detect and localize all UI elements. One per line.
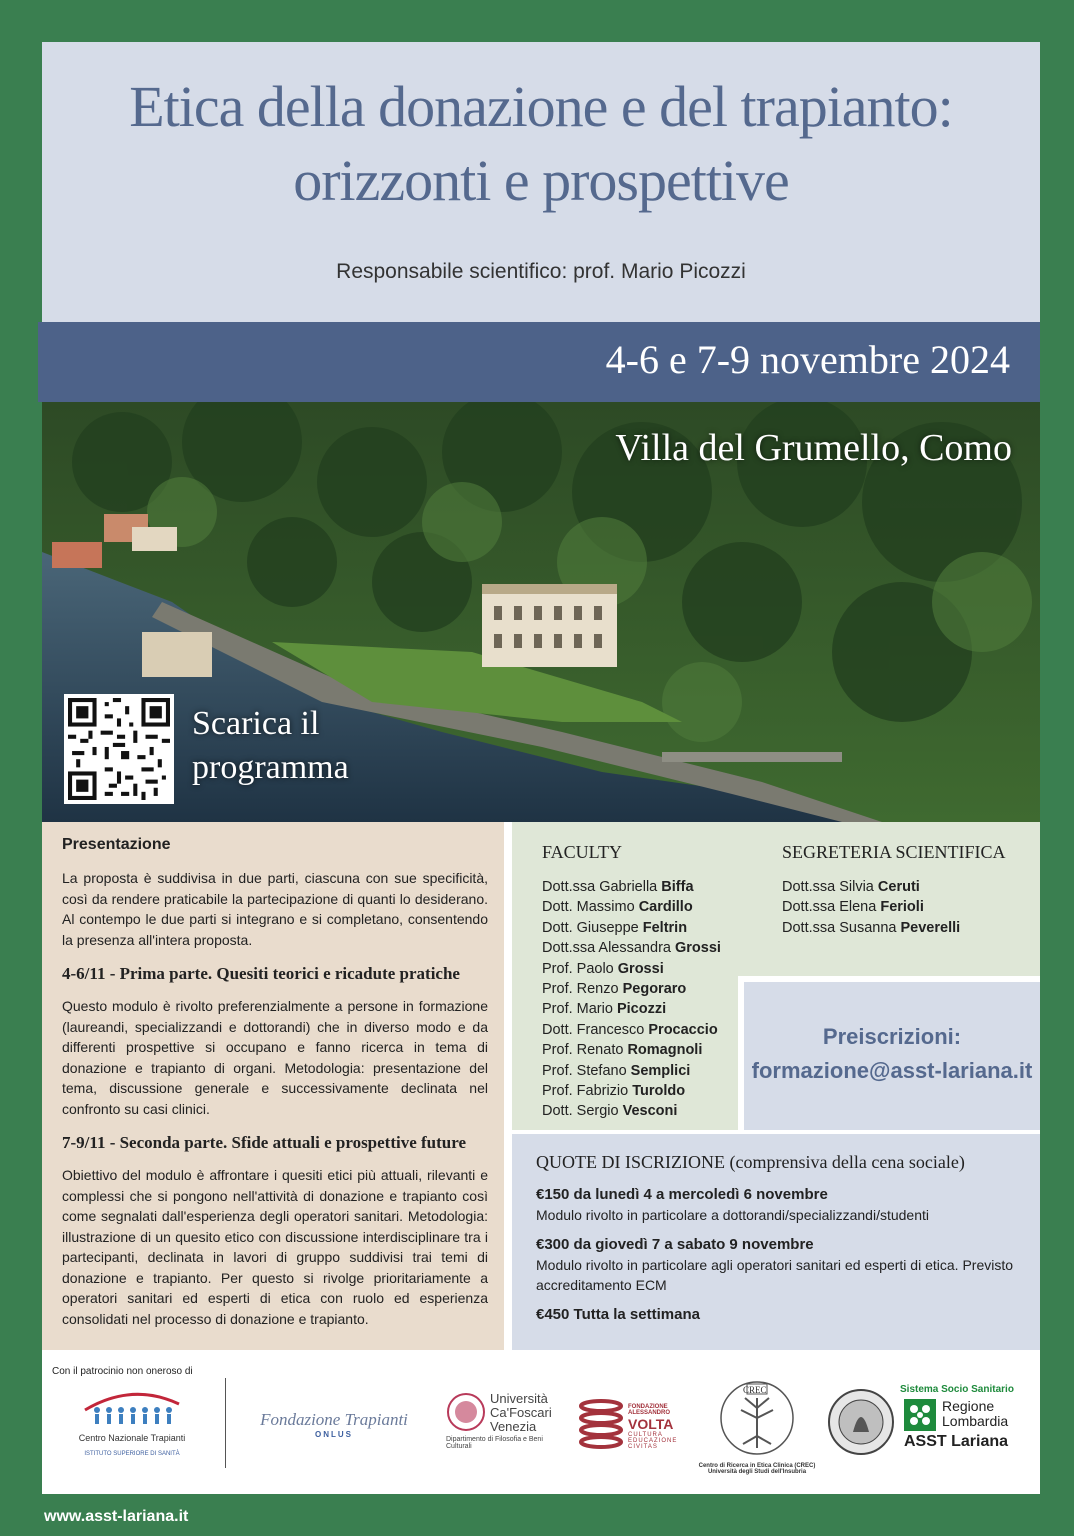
fondazione-sub: ONLUS	[315, 1430, 353, 1439]
faculty-member: Dott. Sergio Vesconi	[542, 1103, 678, 1120]
fondazione-trapianti-logo	[236, 1410, 432, 1439]
download-label-line1: Scarica il	[192, 705, 320, 742]
volta-logo	[578, 1398, 682, 1454]
preiscrizioni-label: Preiscrizioni:	[822, 1024, 962, 1049]
preiscrizioni-email-link[interactable]: formazione@asst-lariana.it	[751, 1058, 1033, 1083]
presentation-section	[42, 822, 504, 1350]
fee-description: Modulo rivolto in particolare agli operatori sanitari ed esperti di etica. Previsto accreditamento ECM	[536, 1257, 1014, 1293]
poster	[42, 42, 1040, 1494]
divider	[225, 1378, 226, 1468]
comune-como-logo	[826, 1388, 896, 1461]
faculty-list	[542, 842, 721, 1122]
unive-line2: Ca'Foscari	[490, 1405, 552, 1420]
faculty-member: Prof. Paolo Grossi	[542, 960, 664, 977]
villa-photo	[42, 402, 1040, 822]
unive-dept: Dipartimento di Filosofia e Beni Culturali	[446, 1436, 543, 1450]
unive-line1: Università	[490, 1391, 548, 1406]
faculty-member: Prof. Renzo Pegoraro	[542, 981, 687, 998]
download-program-label[interactable]	[192, 702, 349, 790]
comune-seal-icon	[827, 1388, 895, 1456]
faculty-member: Prof. Fabrizio Turoldo	[542, 1083, 686, 1100]
title-line-1: Etica della donazione e del trapianto:	[129, 74, 953, 139]
presentation-intro: La proposta è suddivisa in due parti, ciascuna con sue specificità, così da rendere praticabile la partecipazione di quanti lo desiderano. Al contempo le due parti si integrano e si completano, consentendo la presenza all'intera proposta.	[62, 870, 488, 948]
regione-line1: Regione	[942, 1398, 995, 1414]
villa-building	[482, 584, 617, 667]
ca-foscari-seal-icon	[446, 1392, 486, 1432]
qr-code[interactable]	[64, 694, 174, 804]
fee-price: €450 Tutta la settimana	[536, 1306, 700, 1323]
download-label-line2: programma	[192, 749, 349, 786]
fee-price: €300 da giovedì 7 a sabato 9 novembre	[536, 1236, 814, 1253]
header	[42, 42, 1040, 322]
faculty-member: Prof. Stefano Semplici	[542, 1062, 691, 1079]
fees-section	[512, 1130, 1040, 1350]
faculty-heading: FACULTY	[542, 842, 623, 862]
qr-code-icon	[68, 698, 170, 800]
segreteria-member: Dott.ssa Silvia Ceruti	[782, 879, 920, 895]
faculty-member: Dott.ssa Alessandra Grossi	[542, 940, 721, 957]
crec-logo	[682, 1378, 832, 1475]
faculty-member: Prof. Mario Picozzi	[542, 1001, 667, 1018]
segreteria-list	[782, 842, 1006, 938]
part2-text: Obiettivo del modulo è affrontare i quesiti etici più attuali, rilevanti e complessi che si pongono nell'attività di donazione e trapianto così come segnalati dall'esperienza degli operatori sanitari. Metodologia: illustrazione di un quesito etico con discussione interdisciplinare tra i partecipanti, declinata in lavori di gruppo suddivisi trai temi di donazione e trapianto. Per questo si rivolge prioritariamente a operatori sanitari ed esperti di etica con ruolo ed esperienza consolidati nel processo di donazione e trapianto.	[62, 1167, 488, 1327]
iss-name: ISTITUTO SUPERIORE DI SANITÀ	[84, 1451, 180, 1457]
crec-line1: Centro di Ricerca in Etica Clinica (CREC)	[698, 1463, 816, 1469]
faculty-section	[512, 822, 1040, 1130]
lombardia-rose-icon	[904, 1399, 936, 1431]
asst-name: ASST Lariana	[904, 1433, 1009, 1450]
regione-top: Sistema Socio Sanitario	[900, 1384, 1014, 1395]
crec-badge: CREC	[743, 1385, 767, 1395]
preiscrizioni-box	[738, 976, 1040, 1130]
fondazione-name: Fondazione Trapianti	[260, 1410, 408, 1429]
volta-line1: FONDAZIONE ALESSANDRO	[628, 1404, 671, 1416]
crec-line2: Università degli Studi dell'Insubria	[707, 1469, 807, 1475]
sponsors-strip	[42, 1350, 1040, 1494]
volta-line2: VOLTA	[628, 1416, 674, 1432]
subtitle: Responsabile scientifico: prof. Mario Picozzi	[336, 260, 746, 283]
fee-description: Modulo rivolto in particolare a dottorandi/specializzandi/studenti	[536, 1207, 929, 1223]
unive-line3: Venezia	[490, 1419, 537, 1434]
regione-lombardia-logo	[900, 1384, 1030, 1451]
volta-stack-icon	[578, 1398, 624, 1454]
cnt-logo	[72, 1388, 192, 1457]
part2-heading: 7-9/11 - Seconda parte. Sfide attuali e prospettive future	[62, 1133, 467, 1152]
segreteria-member: Dott.ssa Susanna Peverelli	[782, 919, 961, 936]
part1-heading: 4-6/11 - Prima parte. Quesiti teorici e ricadute pratiche	[62, 964, 460, 983]
part1-text: Questo modulo è rivolto preferenzialmente a persone in formazione (laureandi, specializzandi e dottorandi) che in diverso modo e da differenti prospettive si occupano e fanno ricerca in tema di donazione e trapianto di organi. Metodologia: presentazione del tema, discussione generale e successivamente declinata nel confronto su casi clinici.	[62, 998, 488, 1117]
segreteria-member: Dott.ssa Elena Ferioli	[782, 899, 924, 916]
cnt-name: Centro Nazionale Trapianti	[78, 1433, 186, 1443]
faculty-member: Dott. Massimo Cardillo	[542, 899, 693, 916]
fee-price: €150 da lunedì 4 a mercoledì 6 novembre	[536, 1186, 828, 1203]
patrocinio-label: Con il patrocinio non oneroso di	[52, 1366, 193, 1377]
volta-line3: CULTURA EDUCAZIONE CIVITAS	[628, 1432, 678, 1450]
faculty-member: Dott.ssa Gabriella Biffa	[542, 879, 694, 895]
title-line-2: orizzonti e prospettive	[293, 148, 789, 213]
fees-heading: QUOTE DI ISCRIZIONE (comprensiva della cena sociale)	[536, 1152, 965, 1172]
faculty-member: Prof. Renato Romagnoli	[542, 1042, 703, 1059]
regione-line2: Lombardia	[942, 1413, 1009, 1429]
page-title	[42, 70, 1040, 218]
ca-foscari-logo	[446, 1392, 568, 1450]
segreteria-heading: SEGRETERIA SCIENTIFICA	[782, 842, 1006, 862]
faculty-member: Dott. Giuseppe Feltrin	[542, 919, 688, 936]
date-bar	[38, 322, 1040, 402]
faculty-member: Dott. Francesco Procaccio	[542, 1021, 718, 1038]
website-link[interactable]: www.asst-lariana.it	[44, 1508, 189, 1525]
venue: Villa del Grumello, Como	[615, 427, 1012, 469]
event-dates: 4-6 e 7-9 novembre 2024	[605, 337, 1010, 382]
presentation-heading: Presentazione	[62, 836, 171, 853]
cnt-people-icon	[77, 1388, 187, 1428]
